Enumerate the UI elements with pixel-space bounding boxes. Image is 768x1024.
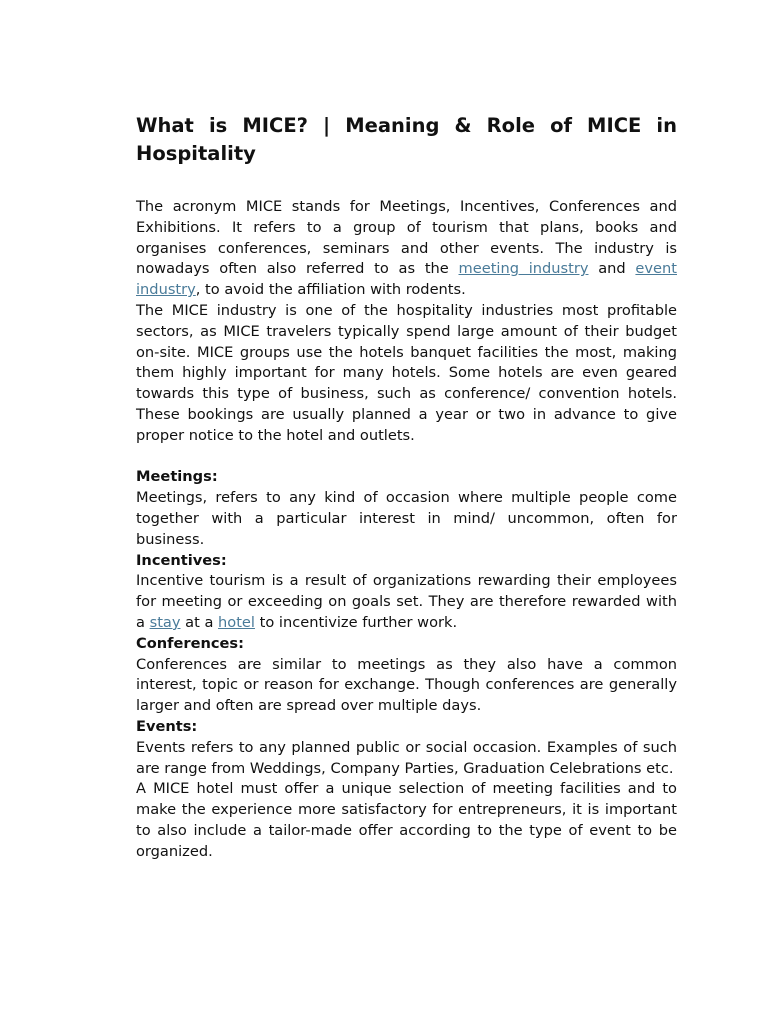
conferences-paragraph: Conferences are similar to meetings as they also have a common interest, topic or reason for exchange. Though conferences are generally larger and often are spread over multiple days. [136,655,677,715]
section-spacer [136,447,677,468]
hotel-link[interactable]: hotel [218,613,255,631]
intro-text-3: , to avoid the affiliation with rodents. [195,281,466,299]
events-heading: Events: [136,717,198,735]
intro-text-1: The acronym MICE stands for Meetings, Incentives, Conferences and Exhibitions. It refers to a group of tourism that plans, books and organises conferences, seminars and other events. The industry is nowadays often also referred to as the [136,198,677,278]
meeting-industry-link[interactable]: meeting industry [458,260,589,278]
intro-paragraph [136,197,677,301]
intro-text-2: and [588,260,636,278]
profitability-paragraph: The MICE industry is one of the hospitality industries most profitable sectors, as MICE travelers typically spend large amount of their budget on-site. MICE groups use the hotels banquet facilities the most, making them highly important for many hotels. Some hotels are even geared towards this type of business, such as conference/ convention hotels. These bookings are usually planned a year or two in advance to give proper notice to the hotel and outlets. [136,301,677,444]
incentives-text-1: Incentive tourism is a result of organizations rewarding their employees for meeting or exceeding on goals set. They are therefore rewarded with a [136,572,677,631]
meetings-paragraph: Meetings, refers to any kind of occasion where multiple people come together with a particular interest in mind/ uncommon, often for business. [136,489,677,548]
meetings-heading: Meetings: [136,468,218,486]
closing-paragraph: A MICE hotel must offer a unique selection of meeting facilities and to make the experience more satisfactory for entrepreneurs, it is important to also include a tailor-made offer according to the type of event to be organized. [136,780,677,860]
incentives-paragraph [136,571,677,633]
incentives-text-3: to incentivize further work. [254,613,458,631]
page-title: What is MICE? | Meaning & Role of MICE in Hospitality [136,114,677,165]
event-industry-link[interactable]: event industry [136,260,677,299]
incentives-heading: Incentives: [136,551,227,569]
events-paragraph: Events refers to any planned public or social occasion. Examples of such are range from Weddings, Company Parties, Graduation Celebrations etc. [136,738,677,777]
conferences-heading: Conferences: [136,634,244,652]
stay-link[interactable]: stay [149,613,181,631]
incentives-text-2: at a [180,613,219,631]
document-page [136,112,677,863]
